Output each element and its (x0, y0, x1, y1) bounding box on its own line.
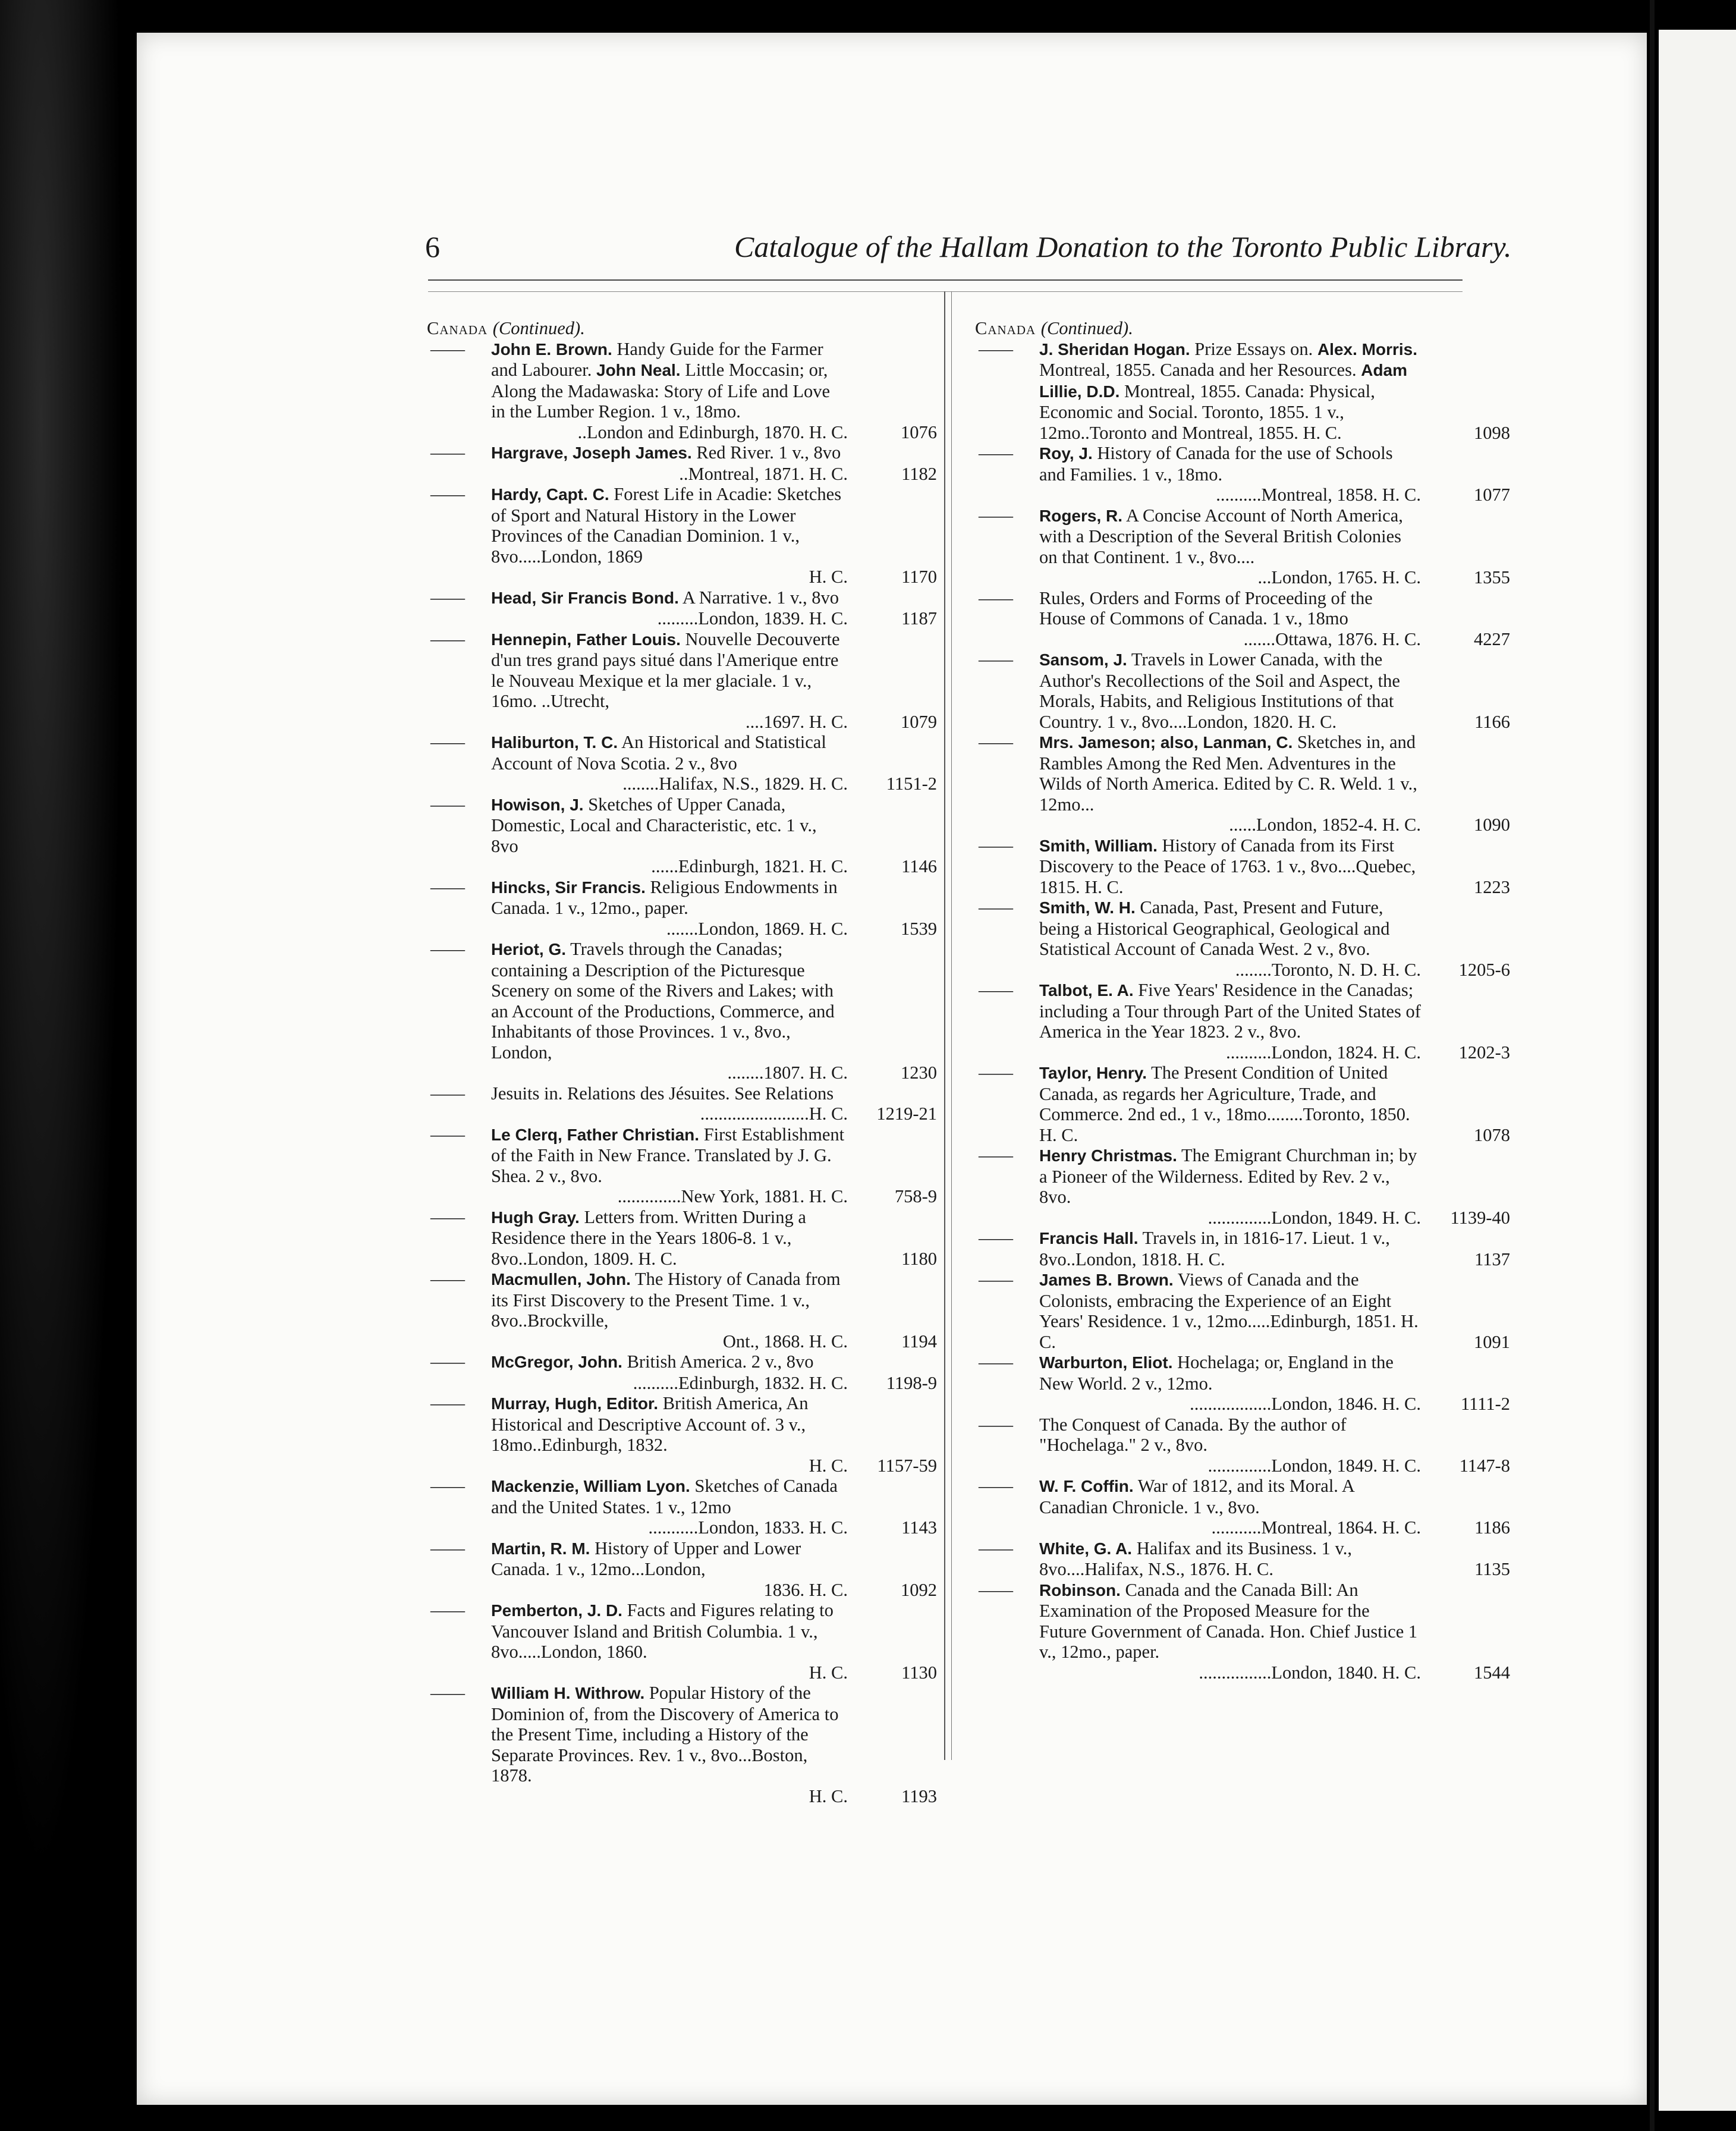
entry-imprint: ......Edinburgh, 1821. H. C. (651, 856, 848, 876)
entry-description: The Conquest of Canada. By the author of "Hochelaga." 2 v., 8vo. (1039, 1414, 1347, 1455)
entry-description: The Present Condition of United Canada, as regards her Agriculture, Trade, and Commerce. 2nd ed., 1 v., 18mo........Toronto, 1850. H. C. (1039, 1063, 1410, 1145)
entry-description: An Historical and Statistical Account of Nova Scotia. 2 v., 8vo (491, 732, 826, 774)
shelf-number: 1223 (1474, 876, 1510, 897)
entry-author: Roy, J. (1039, 444, 1093, 463)
entry-author: Le Clerq, Father Christian. (491, 1125, 700, 1144)
ditto-dash (430, 1476, 463, 1497)
shelf-number: 1186 (1474, 1517, 1510, 1538)
shelf-number: 1193 (901, 1786, 937, 1806)
entry-imprint: ...........London, 1833. H. C. (648, 1517, 848, 1538)
entry-author: Pemberton, J. D. (491, 1601, 622, 1620)
entry-imprint: ..............London, 1849. H. C. (1207, 1207, 1421, 1228)
catalogue-entry (427, 1083, 937, 1124)
ditto-dash (430, 1538, 463, 1559)
entry-description: Sketches of Upper Canada, Domestic, Local and Characteristic, etc. 1 v., 8vo (491, 794, 817, 856)
catalogue-entry (975, 1352, 1510, 1415)
entry-author: W. F. Coffin. (1039, 1477, 1134, 1495)
ditto-dash (979, 1269, 1011, 1290)
catalogue-entry (975, 339, 1510, 444)
entry-author: Alex. Morris. (1317, 340, 1417, 359)
entry-author: Head, Sir Francis Bond. (491, 588, 679, 607)
entry-imprint: H. C. (809, 1455, 848, 1476)
ditto-dash (979, 505, 1011, 526)
entry-imprint: ...........Montreal, 1864. H. C. (1211, 1517, 1421, 1538)
entry-description: Canada and the Canada Bill: An Examination of the Proposed Measure for the Future Government of Canada. Hon. Chief Justice (1039, 1579, 1404, 1642)
entry-imprint: ......London, 1852-4. H. C. (1229, 815, 1421, 835)
entry-author: John E. Brown. (491, 340, 612, 359)
shelf-number: 1147-8 (1459, 1455, 1510, 1476)
entry-author: Howison, J. (491, 795, 584, 814)
catalogue-entry (427, 1269, 937, 1351)
ditto-dash (979, 588, 1011, 609)
catalogue-entry (427, 1393, 937, 1476)
ditto-dash (430, 484, 463, 505)
entry-description: Halifax and its Business. 1 v., 8vo....Halifax, N.S., 1876. H. C. (1039, 1538, 1352, 1579)
ditto-dash (430, 1351, 463, 1372)
shelf-number: 1187 (901, 608, 937, 628)
entry-imprint: ................London, 1840. H. C. (1199, 1662, 1421, 1683)
entry-author: Murray, Hugh, Editor. (491, 1394, 659, 1413)
entry-description: Travels in, in 1816-17. Lieut. (1142, 1228, 1355, 1248)
entry-imprint: ..............New York, 1881. H. C. (617, 1186, 848, 1206)
ditto-dash (430, 1269, 463, 1290)
catalogue-entry (427, 629, 937, 733)
ditto-dash (430, 1393, 463, 1414)
entry-imprint: ....1697. H. C. (746, 711, 848, 732)
shelf-number: 1111-2 (1460, 1394, 1510, 1414)
shelf-number: 4227 (1474, 628, 1510, 649)
entry-author: Mrs. Jameson; also, Lanman, C. (1039, 733, 1293, 752)
entry-imprint: H. C. (809, 1662, 848, 1683)
ditto-dash (430, 1207, 463, 1228)
shelf-number: 1539 (901, 918, 937, 939)
gutter-shadow (1650, 0, 1655, 2131)
entry-description: Forest Life in Acadie: Sketches of Sport and Natural History in the Lower Provinces of the Canadian Dominion. 1 v., 8vo.....London, 1869 (491, 484, 842, 567)
shelf-number: 1170 (901, 567, 937, 587)
entry-description: Views of Canada and the Colonists, embracing the Experience of an Eight Years' Residence. (1039, 1269, 1392, 1331)
shelf-number: 1151-2 (886, 774, 937, 794)
ditto-dash (430, 629, 463, 650)
entry-list (975, 339, 1510, 1683)
entry-description: British America, An Historical and Descriptive Account of. 3 v., 18mo..Edinburgh, 1832. (491, 1393, 809, 1455)
entry-imprint: ..................London, 1846. H. C. (1190, 1394, 1421, 1414)
entry-description: Jesuits in. Relations des Jésuites. See Relations (491, 1083, 834, 1104)
entry-description: Handy Guide for the Farmer and Labourer. (491, 338, 823, 380)
shelf-number: 1139-40 (1450, 1207, 1510, 1228)
ditto-dash (430, 1683, 463, 1703)
entry-imprint: ........1807. H. C. (727, 1063, 848, 1083)
shelf-number: 1182 (901, 463, 937, 484)
entry-imprint: ...London, 1765. H. C. (1257, 567, 1421, 587)
shelf-number: 1166 (1474, 711, 1510, 732)
entry-description: 1 v., 8vo..London, 1809. H. C. (491, 1228, 792, 1269)
entry-imprint: ........Toronto, N. D. H. C. (1235, 959, 1421, 980)
entry-description: Religious Endowments in Canada. 1 v., 12mo., paper. (491, 876, 838, 918)
entry-description: War of 1812, and its Moral. A Canadian Chronicle. (1039, 1476, 1354, 1517)
catalogue-entry (975, 505, 1510, 588)
entry-author: Robinson. (1039, 1580, 1121, 1599)
ditto-dash (979, 897, 1011, 918)
entry-description: A Concise Account of North America, with a Description of the Several British Colonies on that Continent. 1 v., 8vo.... (1039, 505, 1403, 567)
entry-description: 2 v., 8vo. (1039, 1166, 1390, 1207)
catalogue-entry (975, 1580, 1510, 1683)
ditto-dash (979, 835, 1011, 856)
scan-border-left (0, 0, 137, 2131)
catalogue-entry (975, 732, 1510, 835)
shelf-number: 1146 (901, 856, 937, 876)
entry-description: Canada, Past, Present and Future, being a Historical Geographical, Geological and Statistical Account of Canada West. 2 v., 8vo. (1039, 897, 1390, 959)
entry-description: Rules, Orders and Forms of Proceeding of the House of Commons of Canada. 1 v., 18mo (1039, 587, 1373, 628)
entry-imprint: ..........Montreal, 1858. H. C. (1216, 485, 1421, 505)
running-title: Catalogue of the Hallam Donation to the Toronto Public Library. (734, 230, 1512, 263)
ditto-dash (979, 1228, 1011, 1249)
entry-description: 1 v., 8vo..London, 1818. H. C. (1039, 1228, 1390, 1269)
entry-description: Toronto, 1855. 1 v., 12mo..Toronto and Montreal, 1855. H. C. (1039, 402, 1344, 443)
entry-description: 1 v., 12mo.....Edinburgh, 1851. H. C. (1039, 1311, 1419, 1352)
entry-description: Letters from. Written During a Residence there in the Years 1806-8. (491, 1206, 806, 1248)
entry-author: White, G. A. (1039, 1539, 1133, 1558)
shelf-number: 1230 (901, 1063, 937, 1083)
entry-imprint: Ont., 1868. H. C. (722, 1331, 848, 1351)
entry-description: Red River. 1 v., 8vo (696, 442, 841, 463)
ditto-dash (979, 1476, 1011, 1497)
entry-description: Travels in Lower Canada, with the Author's Recollections of the Soil and Aspect, the Morals, Habits, and Religious Institutions of that Country. 1 v., 8vo....London, 1820. H. C. (1039, 649, 1400, 732)
entry-author: Talbot, E. A. (1039, 981, 1134, 1000)
entry-imprint: H. C. (809, 567, 848, 587)
page-header (285, 229, 1512, 271)
catalogue-entry (975, 1145, 1510, 1228)
ditto-dash (430, 1124, 463, 1145)
entry-author: McGregor, John. (491, 1353, 622, 1371)
ditto-dash (430, 877, 463, 898)
entry-description: First Establishment of the Faith in New France. Translated by J. G. Shea. 2 v., 8vo. (491, 1124, 845, 1186)
ditto-dash (979, 1580, 1011, 1601)
entry-author: Hargrave, Joseph James. (491, 444, 692, 462)
ditto-dash (430, 442, 463, 463)
catalogue-entry (975, 588, 1510, 650)
entry-description: 1 v., 12mo., paper. (1039, 1621, 1418, 1662)
shelf-number: 1098 (1474, 422, 1510, 443)
catalogue-entry (427, 732, 937, 794)
entry-description: History of Upper and Lower Canada. 1 v., 12mo...London, (491, 1538, 801, 1579)
catalogue-entry (427, 1600, 937, 1683)
entry-description: Facts and Figures relating to Vancouver Island and British Columbia. 1 v., 8vo.....London, 1860. (491, 1600, 834, 1662)
entry-description: The Emigrant Churchman in; by a Pioneer of the Wilderness. Edited by Rev. (1039, 1145, 1417, 1187)
entry-imprint: ..........London, 1824. H. C. (1226, 1042, 1421, 1063)
entry-imprint: ..London and Edinburgh, 1870. H. C. (577, 422, 848, 442)
page-number: 6 (425, 230, 440, 263)
catalogue-entry (975, 835, 1510, 898)
ditto-dash (430, 339, 463, 360)
catalogue-entry (975, 1476, 1510, 1538)
entry-description: Nouvelle Decouverte d'un tres grand pays situé dans l'Amerique entre le Nouveau Mexique et la mer glaciale. 1 v., 16mo. ..Utrecht, (491, 628, 840, 711)
entry-author: Adam Lillie, D.D. (1039, 361, 1408, 401)
entry-author: Smith, William. (1039, 836, 1158, 855)
entry-description: Sketches in, and Rambles Among the Red Men. (1039, 732, 1416, 774)
entry-author: Hincks, Sir Francis. (491, 878, 646, 897)
entry-author: Warburton, Eliot. (1039, 1353, 1173, 1372)
right-column (975, 318, 1510, 1683)
ditto-dash (430, 1600, 463, 1621)
ditto-dash (430, 587, 463, 608)
catalogue-entry (975, 897, 1510, 980)
shelf-number: 1077 (1474, 485, 1510, 505)
shelf-number: 1130 (901, 1662, 937, 1683)
entry-imprint: .......Ottawa, 1876. H. C. (1243, 628, 1421, 649)
entry-author: Francis Hall. (1039, 1229, 1139, 1247)
ditto-dash (979, 1352, 1011, 1373)
header-rule (428, 279, 1463, 281)
shelf-number: 1198-9 (886, 1372, 937, 1393)
entry-author: Henry Christmas. (1039, 1146, 1177, 1165)
shelf-number: 1135 (1474, 1559, 1510, 1579)
entry-author: Rogers, R. (1039, 506, 1123, 525)
entry-description: 1 v., 8vo. (1193, 1497, 1260, 1517)
entry-description: Sketches of Canada and the United States. 1 v., 12mo (491, 1476, 838, 1517)
column-divider (944, 291, 945, 1760)
ditto-dash (430, 939, 463, 960)
entry-description: A Narrative. 1 v., 8vo (682, 587, 839, 608)
entry-imprint: ..............London, 1849. H. C. (1207, 1455, 1421, 1476)
header-rule-thin (428, 291, 1463, 292)
entry-description: History of Canada for the use of Schools and Families. 1 v., 18mo. (1039, 443, 1393, 485)
entry-description: Five Years' Residence in the Canadas; including a Tour through Part of the United States of America in the Year 1823. 2 v., 8vo. (1039, 980, 1421, 1042)
ditto-dash (979, 732, 1011, 753)
shelf-number: 1079 (901, 711, 937, 732)
catalogue-entry (427, 1351, 937, 1393)
entry-description: Hochelaga; or, England in the New World. 2 v., 12mo. (1039, 1352, 1394, 1394)
entry-author: Macmullen, John. (491, 1270, 631, 1288)
ditto-dash (430, 732, 463, 753)
entry-description: Popular History of the Dominion of, from the Discovery of America to the Present Time, including a History of the Separate Provinces. Rev. (491, 1683, 839, 1765)
entry-description: 1 v., 8vo...Boston, 1878. (491, 1745, 808, 1786)
catalogue-entry (427, 1207, 937, 1269)
ditto-dash (979, 1415, 1011, 1435)
shelf-number: 1076 (901, 422, 937, 442)
entry-author: Mackenzie, William Lyon. (491, 1477, 690, 1495)
entry-description: Montreal, 1855. Canada and her Resources. (1039, 360, 1357, 380)
catalogue-entry (427, 339, 937, 443)
catalogue-entry (975, 443, 1510, 505)
entry-author: Martin, R. M. (491, 1539, 590, 1558)
entry-imprint: H. C. (809, 1786, 848, 1806)
shelf-number: 1205-6 (1458, 959, 1510, 980)
entry-description: Prize Essays on. (1194, 338, 1313, 359)
entry-list (427, 339, 937, 1807)
shelf-number: 1090 (1474, 815, 1510, 835)
catalogue-entry (975, 1538, 1510, 1580)
catalogue-entry (975, 1415, 1510, 1476)
entry-author: John Neal. (596, 361, 681, 379)
shelf-number: 1092 (901, 1579, 937, 1600)
ditto-dash (979, 980, 1011, 1001)
entry-imprint: ..Montreal, 1871. H. C. (679, 463, 848, 484)
entry-author: J. Sheridan Hogan. (1039, 340, 1190, 359)
entry-author: Hennepin, Father Louis. (491, 630, 681, 649)
ditto-dash (979, 1063, 1011, 1083)
entry-imprint: ..........Edinburgh, 1832. H. C. (633, 1372, 848, 1393)
entry-imprint: ........Halifax, N.S., 1829. H. C. (622, 774, 848, 794)
entry-description: Little Moccasin; or, Along the Madawaska: Story of Life and Love in the Lumber Region. (491, 360, 831, 422)
entry-imprint: 1836. H. C. (763, 1579, 848, 1600)
entry-description: Adventures in the Wilds of North America. Edited by C. R. Weld. 1 v., 12mo... (1039, 753, 1417, 815)
entry-author: Smith, W. H. (1039, 898, 1136, 917)
ditto-dash (979, 1145, 1011, 1166)
entry-imprint: ........................H. C. (700, 1104, 848, 1124)
entry-author: Hugh Gray. (491, 1208, 580, 1227)
entry-description: Travels through the Canadas; containing a Description of the Picturesque Scenery on some of the Rivers and Lakes; with an Account of the Productions, Commerce, and Inhabitants of those Provinces. 1 v., 8vo., London, (491, 939, 835, 1063)
entry-author: Haliburton, T. C. (491, 733, 618, 752)
entry-description: British America. 2 v., 8vo (627, 1351, 814, 1372)
shelf-number: 1202-3 (1458, 1042, 1510, 1063)
entry-author: Heriot, G. (491, 940, 567, 958)
shelf-number: 1157-59 (877, 1455, 937, 1476)
shelf-number: 1137 (1474, 1249, 1510, 1269)
catalogue-entry (975, 1269, 1510, 1352)
entry-author: Taylor, Henry. (1039, 1064, 1147, 1082)
left-column (427, 318, 937, 1806)
shelf-number: 1078 (1474, 1124, 1510, 1145)
catalogue-entry (427, 794, 937, 877)
shelf-number: 1355 (1474, 567, 1510, 587)
entry-author: Sansom, J. (1039, 650, 1127, 669)
section-heading: Canada (Continued). (975, 318, 1133, 338)
catalogue-entry (975, 980, 1510, 1063)
adjacent-page-edge (1659, 30, 1736, 2111)
catalogue-entry (427, 1538, 937, 1601)
shelf-number: 1194 (901, 1331, 937, 1351)
ditto-dash (430, 794, 463, 815)
catalogue-entry (427, 1124, 937, 1207)
entry-description: The History of Canada from its First Discovery to the Present Time. 1 v., 8vo..Brockville, (491, 1269, 841, 1331)
shelf-number: 758-9 (894, 1186, 937, 1206)
ditto-dash (979, 649, 1011, 670)
entry-imprint: .......London, 1869. H. C. (666, 918, 848, 939)
catalogue-entry (427, 1683, 937, 1806)
entry-description: Montreal, 1855. Canada: Physical, Economic and Social. (1039, 381, 1375, 422)
catalogue-entry (427, 1476, 937, 1538)
entry-imprint: .........London, 1839. H. C. (657, 608, 848, 628)
ditto-dash (979, 443, 1011, 464)
shelf-number: 1143 (901, 1517, 937, 1538)
ditto-dash (430, 1083, 463, 1104)
catalogue-entry (427, 877, 937, 939)
shelf-number: 1219-21 (876, 1104, 937, 1124)
section-heading: Canada (Continued). (427, 318, 585, 338)
entry-description: 1 v., 18mo. (659, 401, 741, 422)
entry-author: William H. Withrow. (491, 1684, 645, 1702)
ditto-dash (979, 339, 1011, 360)
entry-author: James B. Brown. (1039, 1271, 1174, 1289)
catalogue-entry (427, 484, 937, 587)
catalogue-entry (427, 939, 937, 1083)
entry-author: Hardy, Capt. C. (491, 485, 609, 504)
catalogue-entry (975, 1063, 1510, 1145)
catalogue-entry (427, 442, 937, 484)
catalogue-entry (975, 1228, 1510, 1269)
column-divider-thin (951, 291, 952, 1760)
entry-description: History of Canada from its First Discovery to the Peace of 1763. 1 v., 8vo....Quebec, 1815. H. C. (1039, 835, 1416, 897)
shelf-number: 1091 (1474, 1331, 1510, 1352)
catalogue-entry (975, 649, 1510, 732)
shelf-number: 1544 (1474, 1662, 1510, 1683)
catalogue-entry (427, 587, 937, 629)
shelf-number: 1180 (901, 1248, 937, 1269)
ditto-dash (979, 1538, 1011, 1559)
